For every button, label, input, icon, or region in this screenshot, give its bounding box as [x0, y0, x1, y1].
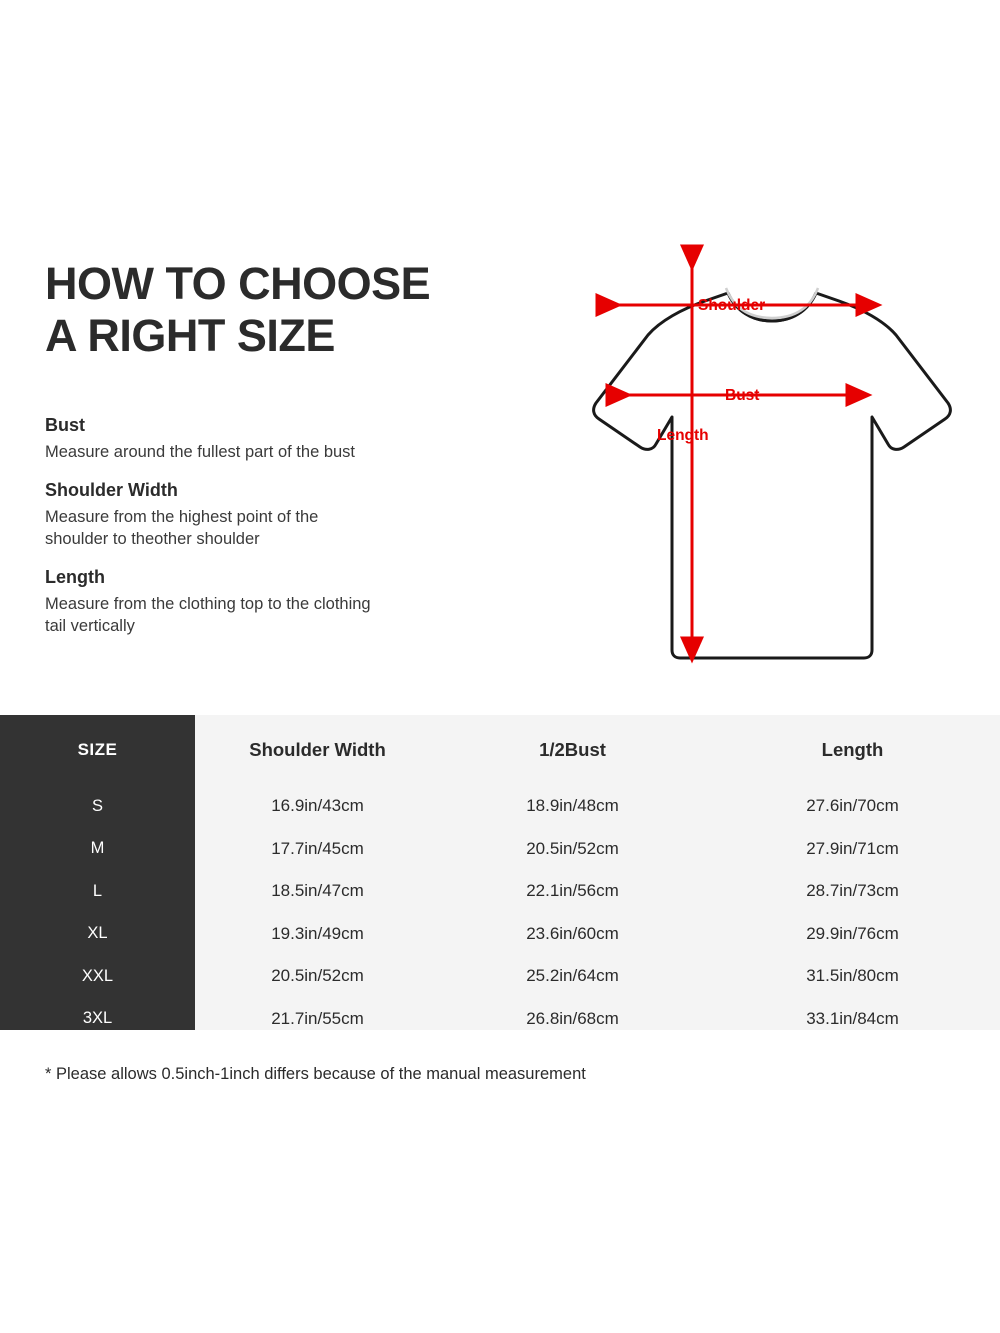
cell-length: 28.7in/73cm: [806, 881, 899, 901]
cell-length: 27.9in/71cm: [806, 838, 899, 858]
tshirt-diagram: [500, 235, 980, 695]
cell-shoulder-width: 19.3in/49cm: [271, 923, 364, 943]
table-header: [0, 715, 1000, 785]
definition-term: Bust: [45, 415, 85, 435]
cell-length: 27.6in/70cm: [806, 796, 899, 816]
table-row: [0, 870, 1000, 913]
bust-dimension-label: Bust: [725, 387, 760, 404]
definition-term: Shoulder Width: [45, 480, 178, 500]
shoulder-dimension-label: Shoulder: [698, 297, 766, 314]
definition-term: Length: [45, 567, 105, 587]
cell-half-bust: 26.8in/68cm: [526, 1008, 619, 1028]
page-title: [45, 258, 515, 362]
cell-half-bust: 20.5in/52cm: [526, 838, 619, 858]
definition-description: Measure from the clothing top to the clothing tail vertically: [45, 595, 371, 635]
definition-shoulder-width: [45, 480, 515, 550]
measurement-footnote: * Please allows 0.5inch-1inch differs because of the manual measurement: [45, 1065, 586, 1083]
size-table-area: [0, 715, 1000, 1030]
definition-description: Measure around the fullest part of the bust: [45, 443, 356, 461]
table-header-row: [0, 715, 1000, 785]
cell-half-bust: 18.9in/48cm: [526, 796, 619, 816]
table-body: [0, 785, 1000, 1040]
cell-shoulder-width: 21.7in/55cm: [271, 1008, 364, 1028]
cell-half-bust: 23.6in/60cm: [526, 923, 619, 943]
page-title-line-2: A RIGHT SIZE: [45, 310, 335, 361]
cell-shoulder-width: 16.9in/43cm: [271, 796, 364, 816]
cell-length: 33.1in/84cm: [806, 1008, 899, 1028]
definition-description: Measure from the highest point of the shoulder to theother shoulder: [45, 508, 319, 548]
page-title-line-1: HOW TO CHOOSE: [45, 258, 431, 309]
length-dimension-label: Length: [657, 427, 709, 444]
cell-half-bust: 22.1in/56cm: [526, 881, 619, 901]
table-row: [0, 955, 1000, 998]
cell-size: M: [90, 839, 105, 858]
column-header-shoulder-width: Shoulder Width: [249, 739, 386, 760]
cell-shoulder-width: 17.7in/45cm: [271, 838, 364, 858]
cell-size: XXL: [81, 966, 114, 985]
table-row: [0, 828, 1000, 871]
table-row: [0, 785, 1000, 828]
table-row: [0, 913, 1000, 956]
size-chart-table: [0, 715, 1000, 1040]
cell-size: XL: [87, 924, 108, 943]
cell-length: 29.9in/76cm: [806, 923, 899, 943]
cell-size: S: [91, 796, 103, 815]
cell-size: 3XL: [82, 1009, 113, 1028]
column-header-half-bust: 1/2Bust: [539, 739, 606, 760]
cell-shoulder-width: 18.5in/47cm: [271, 881, 364, 901]
cell-half-bust: 25.2in/64cm: [526, 966, 619, 986]
table-row: [0, 998, 1000, 1041]
column-header-size: SIZE: [77, 740, 118, 759]
column-header-length: Length: [821, 739, 884, 760]
measurement-definitions: [45, 415, 515, 654]
definition-length: [45, 567, 515, 637]
cell-length: 31.5in/80cm: [806, 966, 899, 986]
cell-size: L: [92, 881, 103, 900]
definition-bust: [45, 415, 515, 463]
cell-shoulder-width: 20.5in/52cm: [271, 966, 364, 986]
